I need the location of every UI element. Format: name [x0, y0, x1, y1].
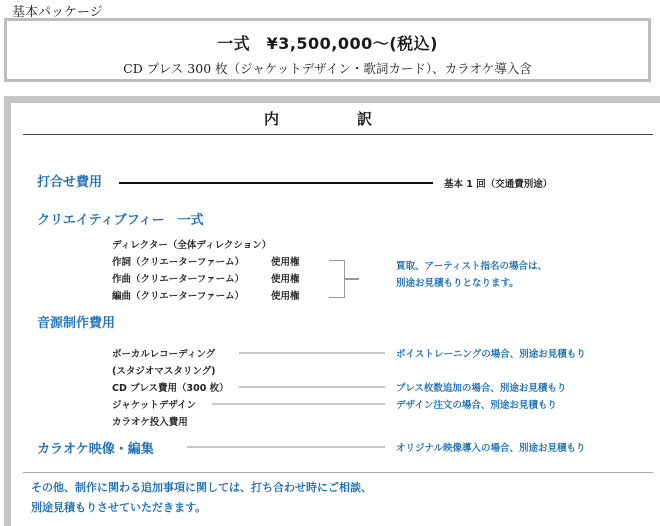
karaoke-note: オリジナル映像導入の場合、別途お見積もり	[396, 443, 586, 454]
production-note-0: ボイストレーニングの場合、別途お見積もり	[396, 349, 586, 360]
production-fee-label: 音源制作費用	[37, 316, 116, 331]
breakdown-title-left: 内	[264, 110, 280, 128]
creative-fee-label: クリエイティブフィー 一式	[37, 213, 204, 228]
creative-item-1-right: 使用権	[271, 257, 300, 268]
meeting-fee-label: 打合せ費用	[37, 175, 103, 190]
production-item-2: CD プレス費用（300 枚）	[112, 383, 229, 394]
meeting-leader-line	[119, 182, 433, 184]
production-leader-3	[212, 403, 385, 405]
creative-note-line2: 別途お見積もりとなります。	[396, 278, 519, 289]
footer-line1: その他、制作に関わる追加事項に関しては、打ち合わせ時にご相談、	[31, 481, 372, 494]
production-leader-0	[239, 352, 385, 354]
karaoke-fee-label: カラオケ映像・編集	[37, 442, 154, 457]
price-box	[4, 18, 651, 82]
breakdown-title-right: 訳	[357, 110, 373, 128]
creative-item-0: ディレクター（全体ディレクション）	[112, 240, 272, 251]
production-note-2: プレス枚数追加の場合、別途お見積もり	[396, 383, 567, 394]
breakdown-title	[23, 108, 653, 136]
creative-item-2: 作曲（クリエーターファーム）	[112, 274, 245, 285]
karaoke-leader	[187, 446, 385, 448]
footer-line2: 別途見積もりさせていただきます。	[31, 501, 207, 514]
production-item-1: (スタジオマスタリング)	[112, 366, 216, 377]
package-description: CD プレス 300 枚（ジャケットデザイン・歌詞カード）、カラオケ導入含	[123, 61, 532, 76]
footer-divider	[23, 472, 653, 473]
production-leader-2	[239, 386, 385, 388]
breakdown-panel	[4, 96, 660, 526]
creative-bracket-tick	[345, 278, 359, 280]
creative-bracket	[329, 260, 345, 298]
production-item-3: ジャケットデザイン	[112, 400, 197, 411]
production-item-0: ボーカルレコーディング	[112, 349, 216, 360]
production-item-4: カラオケ投入費用	[112, 417, 188, 428]
creative-item-3: 編曲（クリエーターファーム）	[112, 291, 245, 302]
production-note-3: デザイン注文の場合、別途お見積もり	[396, 400, 557, 411]
creative-note-line1: 買取、アーティスト指名の場合は、	[396, 261, 547, 272]
title-divider	[23, 134, 653, 135]
meeting-fee-note: 基本 1 回（交通費別途）	[444, 179, 553, 190]
creative-item-3-right: 使用権	[271, 291, 300, 302]
creative-item-1: 作詞（クリエーターファーム）	[112, 257, 245, 268]
package-price: 一式 ¥3,500,000～(税込)	[217, 34, 438, 53]
creative-item-2-right: 使用権	[271, 274, 300, 285]
package-label: 基本パッケージ	[12, 5, 103, 20]
